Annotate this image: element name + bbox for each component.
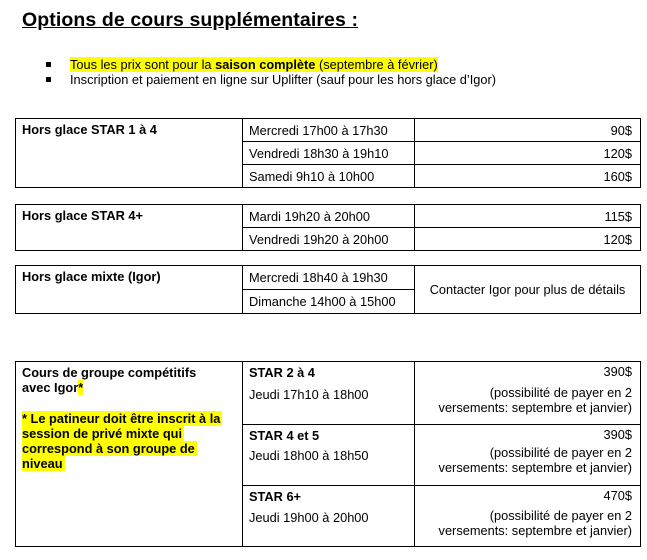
table-row <box>16 205 641 228</box>
group-price: 470$ <box>603 488 632 503</box>
table-competitive-group-courses <box>15 361 641 547</box>
payment-option-line1: (possibilité de payer en 2 <box>489 385 632 400</box>
price-cell: 90$ <box>415 119 641 142</box>
price-cell: 120$ <box>415 142 641 165</box>
asterisk-mark: * <box>78 380 84 395</box>
competitive-course-info <box>16 362 243 547</box>
course-name: Hors glace STAR 4+ <box>16 205 243 251</box>
payment-option-line1: (possibilité de payer en 2 <box>489 445 632 460</box>
course-name: Cours de groupe compétitifs avec Igor* <box>22 365 197 395</box>
schedule-cell: Samedi 9h10 à 10h00 <box>243 165 415 188</box>
table-row <box>16 362 641 425</box>
bullet-text-season: Tous les prix sont pour la saison complète (septembre à février) <box>70 57 438 72</box>
group-price-cell <box>415 425 641 486</box>
group-schedule: Jeudi 19h00 à 20h00 <box>249 510 369 525</box>
group-price: 390$ <box>603 427 632 442</box>
schedule-cell: Dimanche 14h00 à 15h00 <box>243 290 415 314</box>
group-name: STAR 4 et 5 <box>249 428 320 443</box>
group-name: STAR 2 à 4 <box>249 365 315 380</box>
group-price-cell <box>415 486 641 547</box>
schedule-cell: Vendredi 18h30 à 19h10 <box>243 142 415 165</box>
payment-option-line1: (possibilité de payer en 2 <box>489 508 632 523</box>
price-cell: 160$ <box>415 165 641 188</box>
table-row <box>16 119 641 142</box>
group-name: STAR 6+ <box>249 489 302 504</box>
table-row <box>16 266 641 290</box>
group-schedule: Jeudi 18h00 à 18h50 <box>249 448 369 463</box>
payment-option-line2: versements: septembre et janvier) <box>438 460 632 475</box>
page-title: Options de cours supplémentaires : <box>22 9 359 31</box>
group-price-cell <box>415 362 641 425</box>
price-cell: 115$ <box>415 205 641 228</box>
schedule-cell: Mercredi 18h40 à 19h30 <box>243 266 415 290</box>
group-price: 390$ <box>603 364 632 379</box>
price-cell: 120$ <box>415 228 641 251</box>
group-schedule-cell <box>243 425 415 486</box>
table-hors-glace-mixte <box>15 265 641 314</box>
bullet-square-icon <box>46 77 51 82</box>
schedule-cell: Mardi 19h20 à 20h00 <box>243 205 415 228</box>
schedule-cell: Mercredi 17h00 à 17h30 <box>243 119 415 142</box>
course-name: Hors glace mixte (Igor) <box>16 266 243 314</box>
table-hors-glace-star-4-plus <box>15 204 641 251</box>
contact-cell: Contacter Igor pour plus de détails <box>415 266 641 314</box>
payment-option-line2: versements: septembre et janvier) <box>438 523 632 538</box>
registration-requirement-note: * Le patineur doit être inscrit à la session de privé mixte qui correspond à son groupe de niveau <box>22 411 221 471</box>
bullet-text-registration: Inscription et paiement en ligne sur Uplifter (sauf pour les hors glace d’Igor) <box>70 72 497 87</box>
group-schedule: Jeudi 17h10 à 18h00 <box>249 387 369 402</box>
schedule-cell: Vendredi 19h20 à 20h00 <box>243 228 415 251</box>
course-name: Hors glace STAR 1 à 4 <box>16 119 243 188</box>
payment-option-line2: versements: septembre et janvier) <box>438 400 632 415</box>
group-schedule-cell <box>243 486 415 547</box>
table-hors-glace-star-1-4 <box>15 118 641 188</box>
bullet-square-icon <box>46 62 51 67</box>
group-schedule-cell <box>243 362 415 425</box>
